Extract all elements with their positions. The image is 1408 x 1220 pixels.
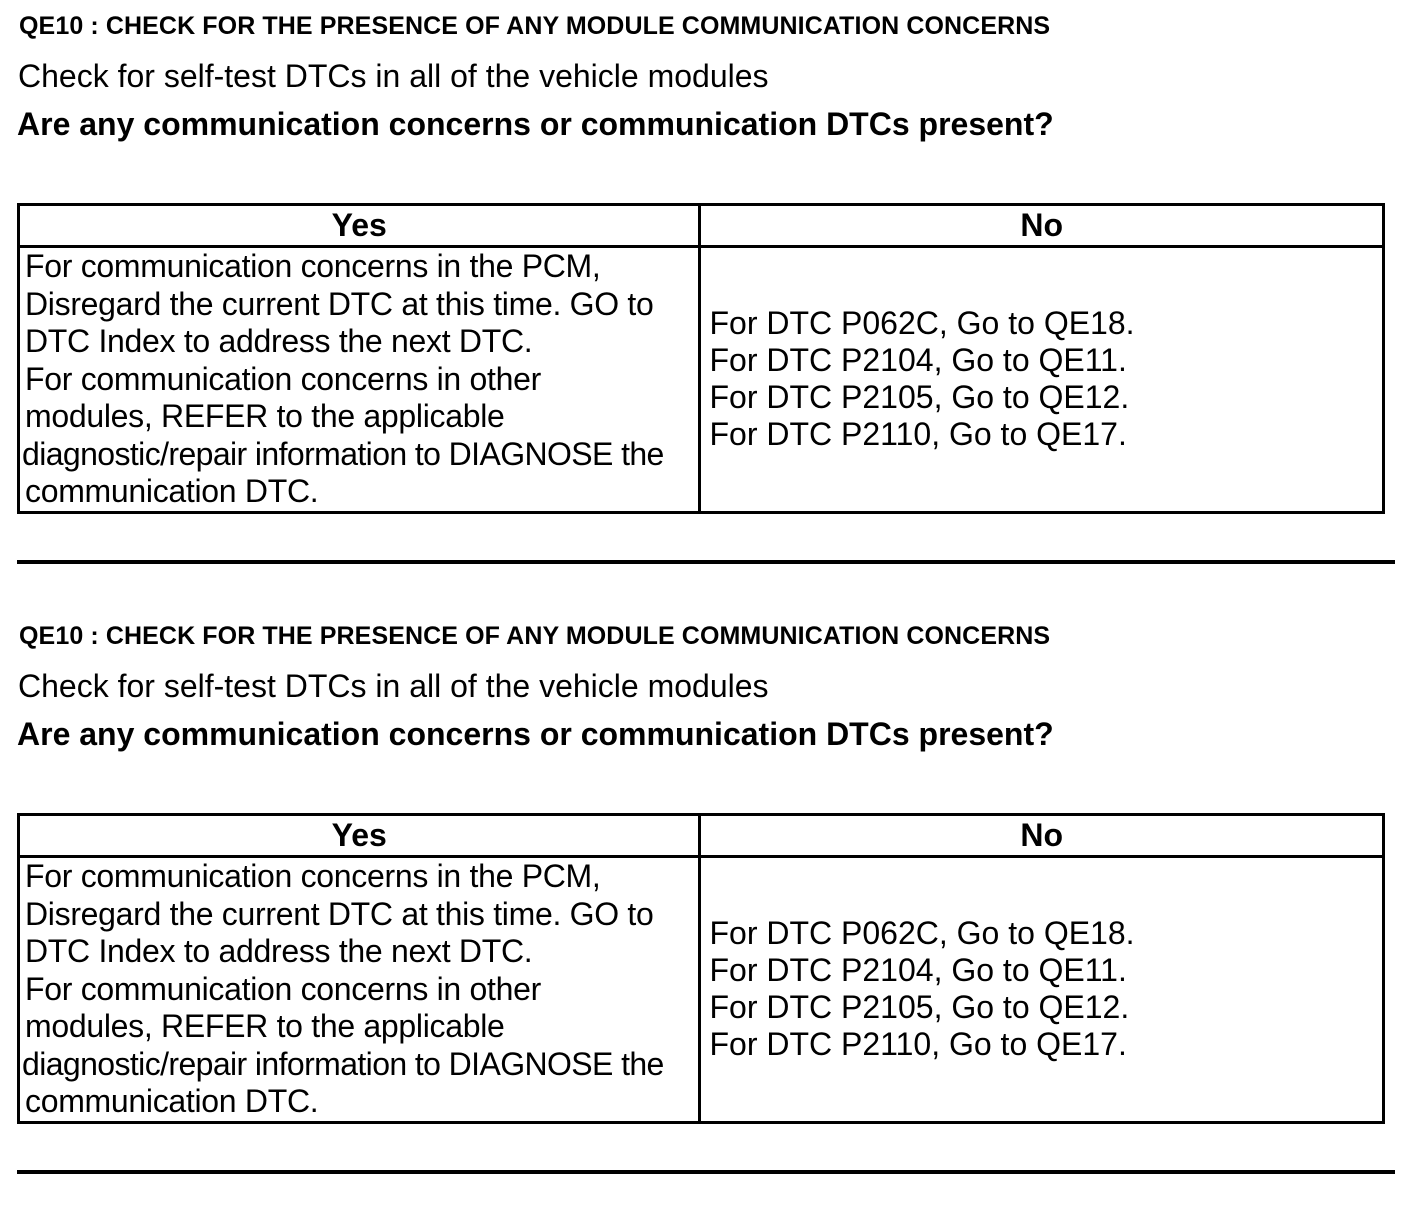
yes-header: Yes — [19, 205, 700, 247]
answer-table — [17, 203, 1385, 514]
table-row — [19, 247, 1384, 513]
answer-table — [17, 813, 1385, 1124]
step-instruction: Check for self-test DTCs in all of the vehicle modules — [18, 58, 769, 94]
table-row — [19, 857, 1384, 1123]
yes-line: diagnostic/repair information to DIAGNOSE the — [22, 435, 664, 472]
no-list — [701, 305, 1382, 453]
yes-line: For communication concerns in the PCM, — [25, 248, 601, 284]
yes-line: modules, REFER to the applicable — [25, 1008, 505, 1044]
yes-line: DTC Index to address the next DTC. — [25, 933, 533, 969]
table-header-row — [19, 205, 1384, 247]
no-item: For DTC P2104, Go to QE11. — [709, 952, 1127, 989]
step-title: QE10 : CHECK FOR THE PRESENCE OF ANY MODULE COMMUNICATION CONCERNS — [19, 622, 1051, 650]
step-question: Are any communication concerns or communication DTCs present? — [17, 106, 1054, 142]
table-header-row — [19, 815, 1384, 857]
yes-line: For communication concerns in the PCM, — [25, 858, 601, 894]
no-item: For DTC P2104, Go to QE11. — [709, 342, 1127, 379]
yes-line: diagnostic/repair information to DIAGNOSE the — [22, 1045, 664, 1082]
yes-line: communication DTC. — [25, 473, 319, 509]
no-item: For DTC P062C, Go to QE18. — [709, 915, 1135, 952]
step-instruction: Check for self-test DTCs in all of the vehicle modules — [18, 668, 769, 704]
yes-cell — [19, 247, 700, 513]
section-divider — [17, 1170, 1395, 1174]
yes-line: communication DTC. — [25, 1083, 319, 1119]
yes-cell — [19, 857, 700, 1123]
yes-line: Disregard the current DTC at this time. GO to — [25, 895, 654, 932]
no-cell — [700, 247, 1384, 513]
no-header: No — [700, 205, 1384, 247]
step-question: Are any communication concerns or communication DTCs present? — [17, 716, 1054, 752]
no-cell — [700, 857, 1384, 1123]
no-item: For DTC P2105, Go to QE12. — [709, 989, 1130, 1026]
diagnostic-step-2 — [0, 610, 1408, 1220]
no-list — [701, 915, 1382, 1063]
step-title: QE10 : CHECK FOR THE PRESENCE OF ANY MODULE COMMUNICATION CONCERNS — [19, 12, 1051, 40]
no-item: For DTC P2105, Go to QE12. — [709, 379, 1130, 416]
yes-line: DTC Index to address the next DTC. — [25, 323, 533, 359]
no-item: For DTC P2110, Go to QE17. — [709, 1026, 1127, 1063]
no-item: For DTC P2110, Go to QE17. — [709, 416, 1127, 453]
yes-header: Yes — [19, 815, 700, 857]
yes-line: modules, REFER to the applicable — [25, 398, 505, 434]
yes-line: For communication concerns in other — [25, 360, 541, 397]
section-divider — [17, 560, 1395, 564]
yes-line: For communication concerns in other — [25, 970, 541, 1007]
yes-line: Disregard the current DTC at this time. GO to — [25, 285, 654, 322]
no-header: No — [700, 815, 1384, 857]
no-item: For DTC P062C, Go to QE18. — [709, 305, 1135, 342]
